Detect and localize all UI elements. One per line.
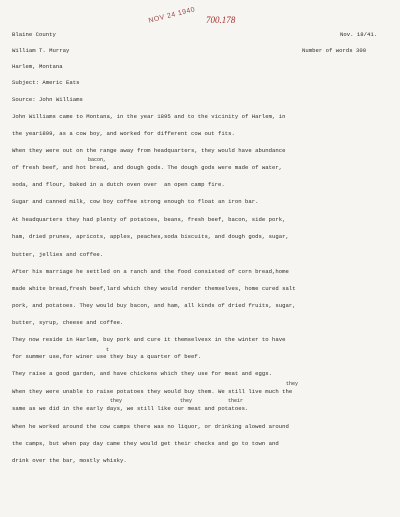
- body-line: At headquarters they had plenty of potatoes, beans, fresh beef, bacon, side pork,: [12, 216, 286, 223]
- inserted-letter: t: [106, 347, 110, 353]
- body-line: made white bread,fresh beef,lard which they would render themselves, home cured salt: [12, 285, 296, 292]
- body-line: Sugar and canned milk, cow boy coffee strong enough to float an iron bar.: [12, 198, 259, 205]
- body-line: When they were out on the range away from headquarters, they would have abundance: [12, 147, 286, 154]
- body-line: the year1899, as a cow boy, and worked for different cow out fits.: [12, 130, 235, 137]
- body-line: drink over the bar, mostly whisky.: [12, 457, 127, 464]
- inserted-word: they: [180, 398, 193, 404]
- body-line: pork, and potatoes. They would buy bacon, and ham, all kinds of dried fruits, sugar,: [12, 302, 296, 309]
- body-line: same as we did in the early days, we still like our meat and potatoes.: [12, 405, 249, 412]
- author: William T. Murray: [12, 47, 70, 54]
- inserted-word: they: [110, 398, 123, 404]
- body-line: They now reside in Harlem, buy pork and cure it themselvesx in the winter to have: [12, 336, 286, 343]
- body-line: John Williams came to Montana, in the year 1895 and to the vicinity of Harlem, in: [12, 113, 286, 120]
- body-line: butter, jellies and coffee.: [12, 251, 104, 258]
- body-line: When they were unable to raise potatoes they would buy them. We still live much the: [12, 388, 293, 395]
- inserted-word: their: [228, 398, 244, 404]
- handwritten-file-number: 700.178: [206, 15, 236, 25]
- body-line: butter, syrup, cheese and coffee.: [12, 319, 124, 326]
- body-line: After his marriage he settled on a ranch and the food consisted of corn bread,home: [12, 268, 289, 275]
- inserted-word: bacon,: [88, 157, 107, 163]
- body-line: soda, and flour, baked in a dutch oven over an open camp fire.: [12, 181, 225, 188]
- body-line: ham, dried prunes, apricots, apples, peaches,soda biscuits, and dough gods, sugar,: [12, 233, 289, 240]
- body-line: They raise a good garden, and have chickens which they use for meat and eggs.: [12, 370, 273, 377]
- county: Blaine County: [12, 31, 56, 38]
- received-stamp: NOV 24 1940: [147, 6, 197, 25]
- date: Nov. 18/41.: [340, 31, 378, 38]
- inserted-word: they: [286, 381, 299, 387]
- body-line: of fresh beef, and hot bread, and dough gods. The dough gods were made of water,: [12, 164, 283, 171]
- source: Source: John Williams: [12, 96, 83, 103]
- subject: Subject: Americ Eats: [12, 79, 80, 86]
- body-line: When he worked around the cow camps there was no liquor, or drinking alowed around: [12, 423, 289, 430]
- body-line: for summer use,for winer use they buy a quarter of beef.: [12, 353, 202, 360]
- word-count: Number of words 300: [302, 47, 367, 54]
- location: Harlem, Montana: [12, 63, 63, 70]
- body-line: the camps, but when pay day came they would get their checks and go to town and: [12, 440, 279, 447]
